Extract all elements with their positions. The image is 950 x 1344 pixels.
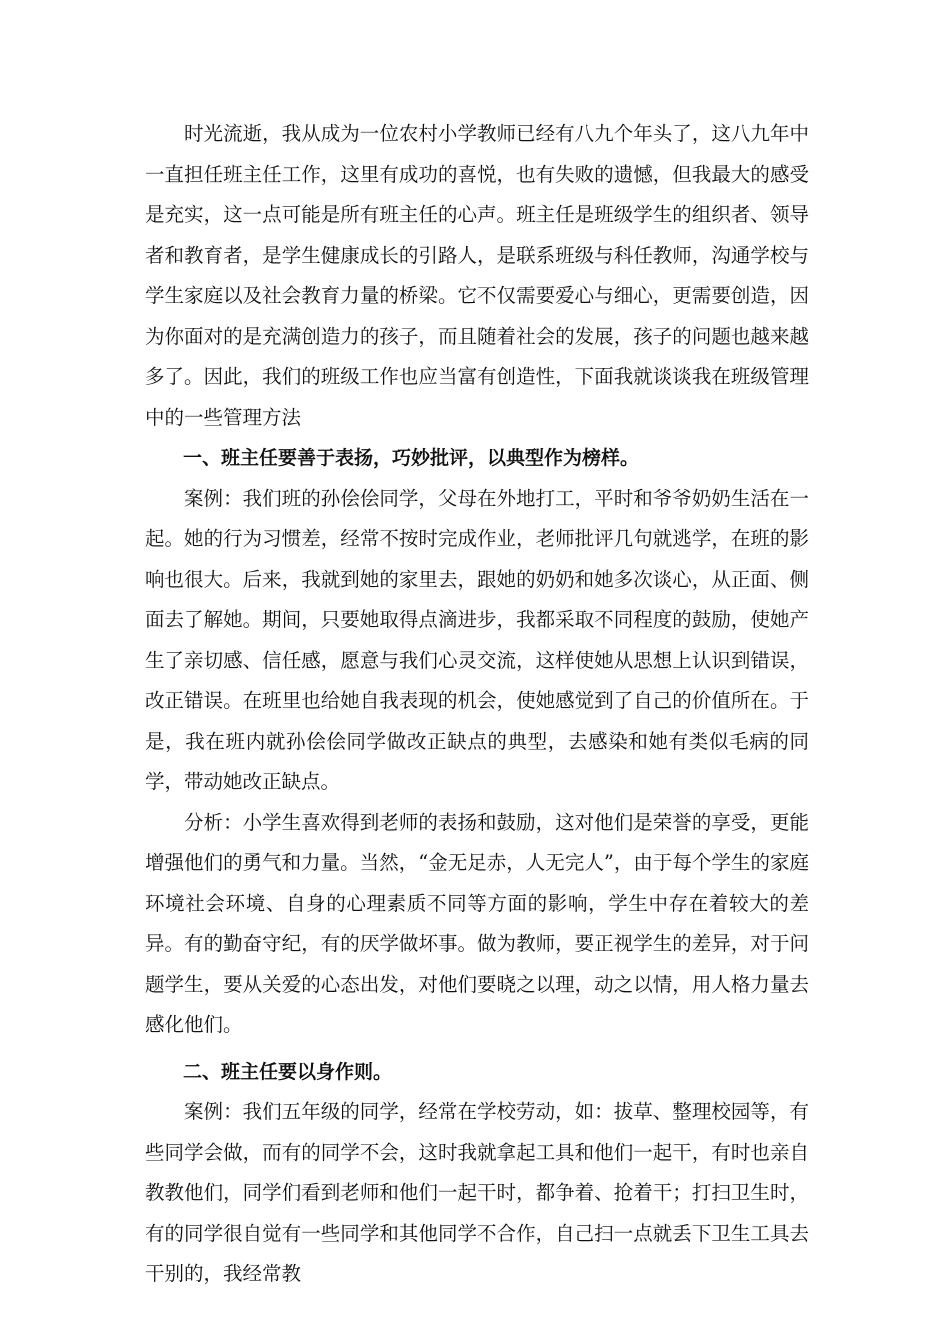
intro-paragraph: 时光流逝，我从成为一位农村小学教师已经有八九个年头了，这八九年中一直担任班主任工作，这里有成功的喜悦，也有失败的遗憾，但我最大的感受是充实，这一点可能是所有班主任的心声。班主任是班级学生的组织者、领导者和教育者，是学生健康成长的引路人，是联系班级与科任教师，沟通学校与学生家庭以及社会教育力量的桥梁。它不仅需要爱心与细心，更需要创造，因为你面对的是充满创造力的孩子，而且随着社会的发展，孩子的问题也越来越多了。因此，我们的班级工作也应当富有创造性，下面我就谈谈我在班级管理中的一些管理方法 [145,122,809,429]
document-body [145,114,809,1295]
case-paragraph-2: 案例：我们五年级的同学，经常在学校劳动，如：拔草、整理校园等，有些同学会做，而有的同学不会，这时我就拿起工具和他们一起干，有时也亲自教教他们，同学们看到老师和他们一起干时，都争着、抢着干；打扫卫生时，有的同学很自觉有一些同学和其他同学不合作，自己扫一点就丢下卫生工具去干别的，我经常教 [145,1100,809,1285]
analysis-paragraph-1: 分析：小学生喜欢得到老师的表扬和鼓励，这对他们是荣誉的享受，更能增强他们的勇气和力量。当然，“金无足赤，人无完人”，由于每个学生的家庭环境社会环境、自身的心理素质不同等方面的影响，学生中存在着较大的差异。有的勤奋守纪，有的厌学做坏事。做为教师，要正视学生的差异，对于问题学生，要从关爱的心态出发，对他们要晓之以理，动之以情，用人格力量去感化他们。 [145,810,809,1036]
case-paragraph-1: 案例：我们班的孙侩侩同学，父母在外地打工，平时和爷爷奶奶生活在一起。她的行为习惯差，经常不按时完成作业，老师批评几句就逃学，在班的影响也很大。后来，我就到她的家里去，跟她的奶奶和她多次谈心，从正面、侧面去了解她。期间，只要她取得点滴进步，我都采取不同程度的鼓励，使她产生了亲切感、信任感，愿意与我们心灵交流，这样使她从思想上认识到错误，改正错误。在班里也给她自我表现的机会，使她感觉到了自己的价值所在。于是，我在班内就孙侩侩同学做改正缺点的典型，去感染和她有类似毛病的同学，带动她改正缺点。 [145,486,809,793]
section-heading-2: 二、班主任要以身作则。 [183,1060,393,1083]
section-heading-1: 一、班主任要善于表扬，巧妙批评，以典型作为榜样。 [183,447,640,469]
